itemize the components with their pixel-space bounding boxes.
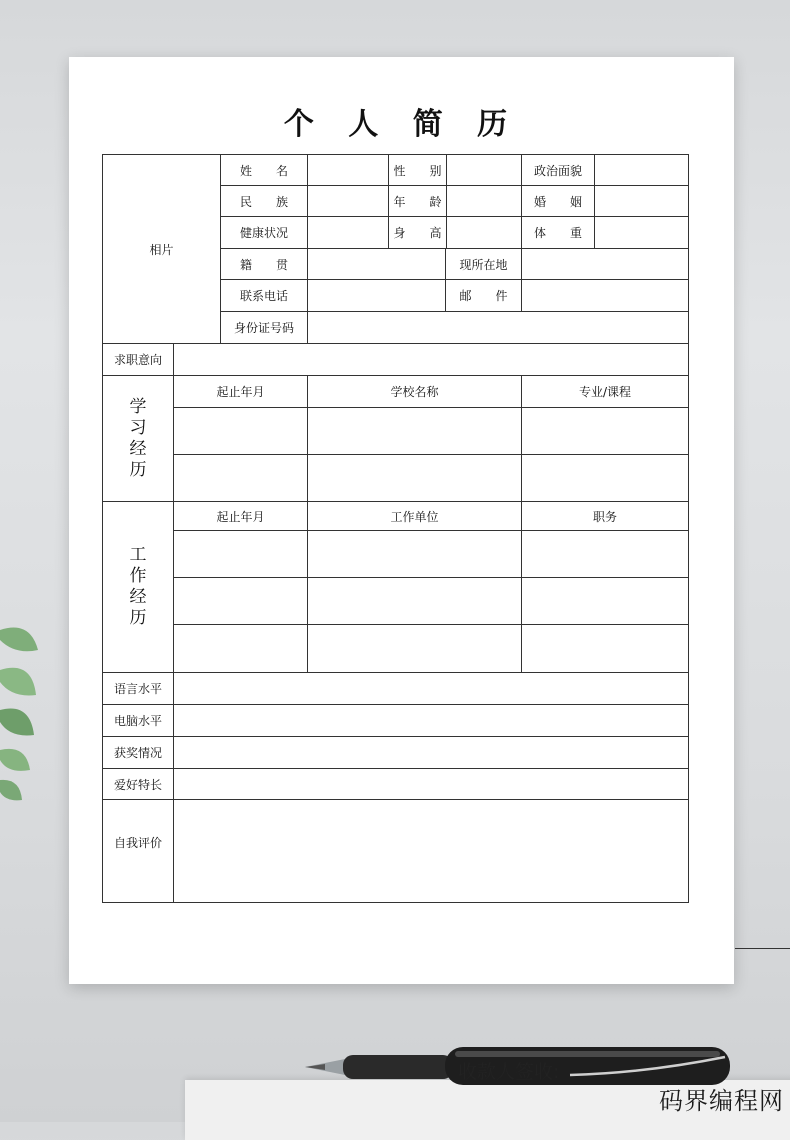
label-self-evaluation: 自我评价 xyxy=(102,799,174,903)
label-postcode: 邮 件 xyxy=(445,279,522,312)
education-row-1-school[interactable] xyxy=(307,407,522,455)
field-postcode[interactable] xyxy=(521,279,689,312)
label-phone: 联系电话 xyxy=(220,279,308,312)
work-header-position: 职务 xyxy=(521,501,689,531)
label-language: 语言水平 xyxy=(102,672,174,705)
label-name: 姓 名 xyxy=(220,154,308,186)
field-awards[interactable] xyxy=(173,736,689,769)
field-weight[interactable] xyxy=(594,216,689,249)
field-language[interactable] xyxy=(173,672,689,705)
field-self-evaluation[interactable] xyxy=(173,799,689,903)
background-line xyxy=(735,948,790,949)
label-ethnicity: 民 族 xyxy=(220,185,308,217)
resume-sheet xyxy=(69,57,734,984)
field-phone[interactable] xyxy=(307,279,446,312)
label-job-intention: 求职意向 xyxy=(102,343,174,376)
education-header-major: 专业/课程 xyxy=(521,375,689,408)
label-political: 政治面貌 xyxy=(521,154,595,186)
education-row-1-major[interactable] xyxy=(521,407,689,455)
work-row-3-position[interactable] xyxy=(521,624,689,673)
pen-text: 收款人签收: xyxy=(458,1061,560,1083)
work-row-2-period[interactable] xyxy=(173,577,308,625)
label-weight: 体 重 xyxy=(521,216,595,249)
field-hobbies[interactable] xyxy=(173,768,689,800)
field-job-intention[interactable] xyxy=(173,343,689,376)
label-marital: 婚 姻 xyxy=(521,185,595,217)
work-row-1-period[interactable] xyxy=(173,530,308,578)
photo-cell: 相片 xyxy=(102,154,221,344)
plant-leaves-decoration xyxy=(0,610,40,810)
label-age: 年 龄 xyxy=(388,185,447,217)
field-native-place[interactable] xyxy=(307,248,446,280)
label-health: 健康状况 xyxy=(220,216,308,249)
education-row-2-period[interactable] xyxy=(173,454,308,502)
label-current-location: 现所在地 xyxy=(445,248,522,280)
education-row-2-major[interactable] xyxy=(521,454,689,502)
work-row-2-company[interactable] xyxy=(307,577,522,625)
education-header-school: 学校名称 xyxy=(307,375,522,408)
work-row-1-position[interactable] xyxy=(521,530,689,578)
label-computer: 电脑水平 xyxy=(102,704,174,737)
field-height[interactable] xyxy=(446,216,522,249)
label-native-place: 籍 贯 xyxy=(220,248,308,280)
field-health[interactable] xyxy=(307,216,389,249)
label-id-number: 身份证号码 xyxy=(220,311,308,344)
work-header-period: 起止年月 xyxy=(173,501,308,531)
education-section-label: 学 习 经 历 xyxy=(102,375,174,502)
work-row-3-company[interactable] xyxy=(307,624,522,673)
field-gender[interactable] xyxy=(446,154,522,186)
field-computer[interactable] xyxy=(173,704,689,737)
page-title: 个 人 简 历 xyxy=(283,107,520,142)
work-header-company: 工作单位 xyxy=(307,501,522,531)
field-current-location[interactable] xyxy=(521,248,689,280)
education-row-2-school[interactable] xyxy=(307,454,522,502)
field-marital[interactable] xyxy=(594,185,689,217)
label-gender: 性 别 xyxy=(388,154,447,186)
label-awards: 获奖情况 xyxy=(102,736,174,769)
field-political[interactable] xyxy=(594,154,689,186)
field-id-number[interactable] xyxy=(307,311,689,344)
education-row-1-period[interactable] xyxy=(173,407,308,455)
work-section-label: 工 作 经 历 xyxy=(102,501,174,673)
work-row-2-position[interactable] xyxy=(521,577,689,625)
work-row-3-period[interactable] xyxy=(173,624,308,673)
field-age[interactable] xyxy=(446,185,522,217)
field-name[interactable] xyxy=(307,154,389,186)
label-hobbies: 爱好特长 xyxy=(102,768,174,800)
work-row-1-company[interactable] xyxy=(307,530,522,578)
watermark: 码界编程网 xyxy=(659,1087,784,1115)
education-header-period: 起止年月 xyxy=(173,375,308,408)
label-height: 身 高 xyxy=(388,216,447,249)
field-ethnicity[interactable] xyxy=(307,185,389,217)
